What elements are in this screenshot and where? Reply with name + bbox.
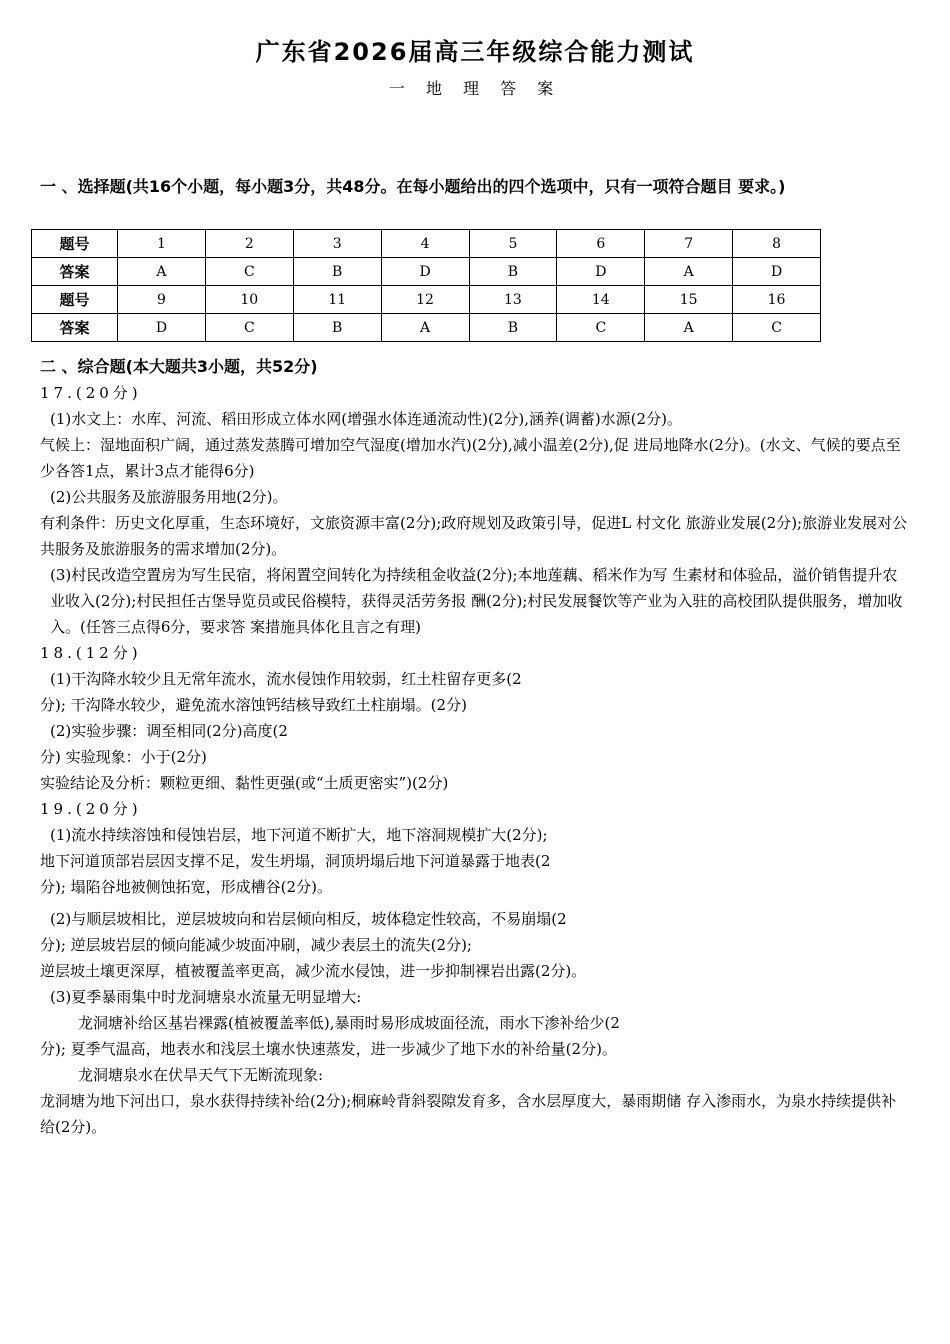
answer-letter: D <box>118 314 206 342</box>
question-number: 10 <box>205 286 293 314</box>
question-number: 1 <box>118 230 206 258</box>
question-number: 12 <box>381 286 469 314</box>
table-row <box>32 230 821 258</box>
answer-paragraph: 逆层坡土壤更深厚，植被覆盖率更高，减少流水侵蚀，进一步抑制裸岩出露(2分)。 <box>40 962 587 980</box>
answer-letter: A <box>645 258 733 286</box>
question-number: 8 <box>733 230 821 258</box>
answer-letter: C <box>205 258 293 286</box>
question-number: 3 <box>293 230 381 258</box>
answer-paragraph: (1)干沟降水较少且无常年流水，流水侵蚀作用较弱，红土柱留存更多(2 <box>50 670 522 688</box>
question-number: 14 <box>557 286 645 314</box>
answer-letter: A <box>381 314 469 342</box>
table-row <box>32 286 821 314</box>
answer-paragraph: (1)流水持续溶蚀和侵蚀岩层，地下河道不断扩大，地下溶洞规模扩大(2分); <box>50 826 548 844</box>
question-number: 5 <box>469 230 557 258</box>
answer-paragraph: 龙洞塘泉水在伏旱天气下无断流现象: <box>78 1066 324 1084</box>
answer-paragraph: (1)水文上：水库、河流、稻田形成立体水网(增强水体连通流动性)(2分),涵养(调蓄)水源(2分)。 <box>50 410 682 428</box>
answer-letter: A <box>645 314 733 342</box>
answer-letter: B <box>469 258 557 286</box>
table-row <box>32 314 821 342</box>
answer-paragraph: (3)村民改造空置房为写生民宿，将闲置空间转化为持续租金收益(2分);本地莲藕、稻米作为写 生素材和体验品，溢价销售提升农业收入(2分);村民担任古堡导览员或民俗模特，获得灵活劳务报 酬(2分);村民发展餐饮等产业为入驻的高校团队提供服务，增加收入。(任答三点得6分，要求答 案措施具体化且言之有理) <box>50 566 903 636</box>
answer-letter: A <box>118 258 206 286</box>
question-number: 4 <box>381 230 469 258</box>
answer-paragraph: (2)与顺层坡相比，逆层坡坡向和岩层倾向相反，坡体稳定性较高，不易崩塌(2 <box>50 910 567 928</box>
answer-paragraph: 分) 实验现象：小于(2分) <box>40 748 207 766</box>
answer-letter: D <box>733 258 821 286</box>
answer-table <box>31 229 821 342</box>
answer-paragraph: 分); 逆层坡岩层的倾向能减少坡面冲刷，减少表层土的流失(2分); <box>40 936 472 954</box>
answer-letter: C <box>557 314 645 342</box>
answer-paragraph: (2)公共服务及旅游服务用地(2分)。 <box>50 488 288 506</box>
answer-paragraph: (3)夏季暴雨集中时龙洞塘泉水流量无明显增大: <box>50 988 362 1006</box>
question-number: 6 <box>557 230 645 258</box>
section2-content <box>40 354 910 1140</box>
page-subtitle: 一 地 理 答 案 <box>388 79 562 98</box>
answer-paragraph: 实验结论及分析：颗粒更细、黏性更强(或“土质更密实”)(2分) <box>40 774 449 792</box>
question-number: 16 <box>733 286 821 314</box>
question-number: 2 <box>205 230 293 258</box>
answer-paragraph: 龙洞塘为地下河出口，泉水获得持续补给(2分);桐麻岭背斜裂隙发育多，含水层厚度大，暴雨期储 存入渗雨水，为泉水持续提供补给(2分)。 <box>40 1092 897 1136</box>
answer-letter: D <box>381 258 469 286</box>
answer-letter: D <box>557 258 645 286</box>
table-row <box>32 258 821 286</box>
question-number: 15 <box>645 286 733 314</box>
answer-paragraph: 龙洞塘补给区基岩裸露(植被覆盖率低),暴雨时易形成坡面径流，雨水下渗补给少(2 <box>78 1014 620 1032</box>
section2-heading: 二 、综合题(本大题共3小题，共52分) <box>40 357 318 376</box>
row-label-answer: 答案 <box>32 314 118 342</box>
answer-paragraph: 分); 塌陷谷地被侧蚀拓宽，形成槽谷(2分)。 <box>40 878 332 896</box>
answer-paragraph: 地下河道顶部岩层因支撑不足，发生坍塌，洞顶坍塌后地下河道暴露于地表(2 <box>40 852 551 870</box>
answer-letter: C <box>733 314 821 342</box>
question-number: 7 <box>645 230 733 258</box>
answer-paragraph: 有利条件：历史文化厚重，生态环境好，文旅资源丰富(2分);政府规划及政策引导，促进L 村文化 旅游业发展(2分);旅游业发展对公共服务及旅游服务的需求增加(2分)。 <box>40 514 908 558</box>
answer-paragraph: 气候上：湿地面积广阔，通过蒸发蒸腾可增加空气湿度(增加水汽)(2分),减小温差(2分),促 进局地降水(2分)。(水文、气候的要点至少各答1点，累计3点才能得6分) <box>40 436 901 480</box>
row-label-question: 题号 <box>32 286 118 314</box>
question-heading: 19.(20分) <box>40 800 142 818</box>
answer-letter: B <box>469 314 557 342</box>
answer-letter: B <box>293 258 381 286</box>
question-heading: 18.(12分) <box>40 644 142 662</box>
row-label-question: 题号 <box>32 230 118 258</box>
page-title: 广东省2026届高三年级综合能力测试 <box>255 38 695 66</box>
section1-heading: 一 、选择题(共16个小题，每小题3分，共48分。在每小题给出的四个选项中，只有一项符合题目 要求。) <box>40 177 786 196</box>
answer-paragraph: (2)实验步骤：调至相同(2分)高度(2 <box>50 722 288 740</box>
answer-letter: B <box>293 314 381 342</box>
row-label-answer: 答案 <box>32 258 118 286</box>
question-number: 13 <box>469 286 557 314</box>
question-heading: 17.(20分) <box>40 384 142 402</box>
question-number: 11 <box>293 286 381 314</box>
answer-paragraph: 分); 夏季气温高，地表水和浅层土壤水快速蒸发，进一步减少了地下水的补给量(2分)。 <box>40 1040 617 1058</box>
answer-letter: C <box>205 314 293 342</box>
question-number: 9 <box>118 286 206 314</box>
answer-paragraph: 分); 干沟降水较少，避免流水溶蚀钙结核导致红土柱崩塌。(2分) <box>40 696 467 714</box>
